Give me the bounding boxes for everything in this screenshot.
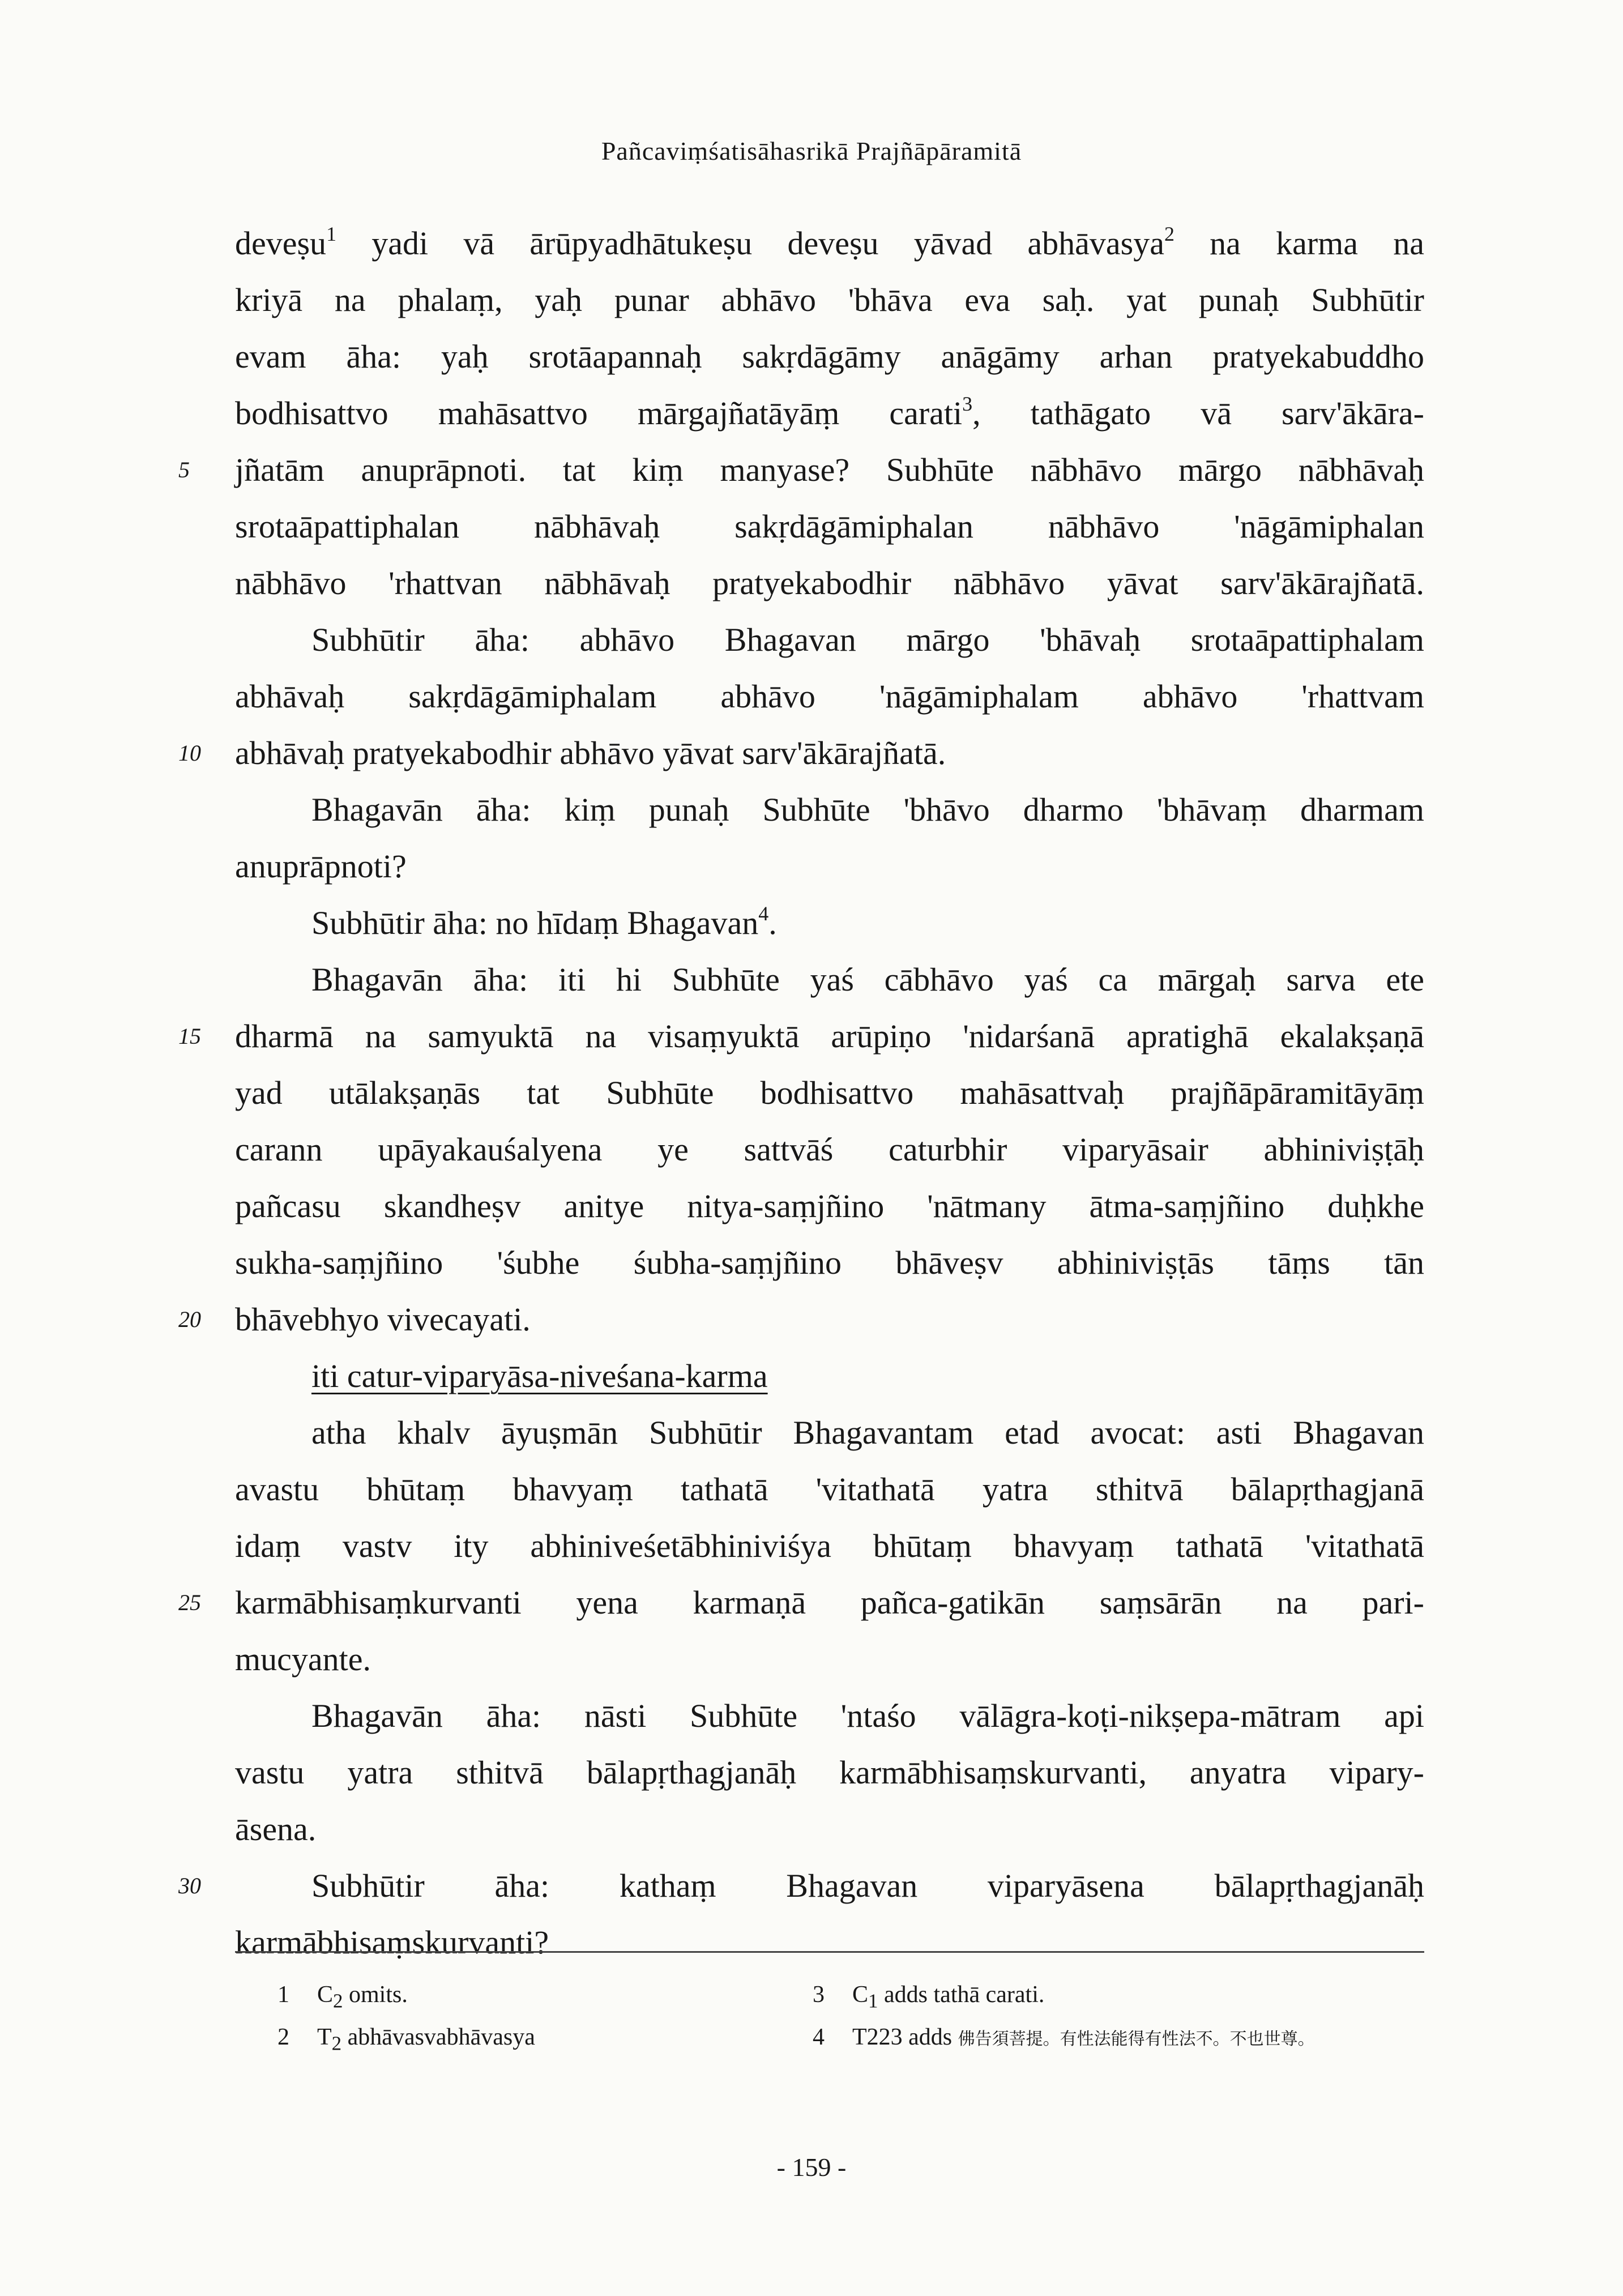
line-text: vastu yatra sthitvā bālapṛthagjanāḥ karmābhisaṃskurvanti, anyatra vipary-	[235, 1754, 1424, 1791]
line-text: dharmā na samyuktā na visaṃyuktā arūpiṇo 'nidarśanā apratighā ekalakṣaṇā	[235, 1018, 1424, 1055]
line-text: kriyā na phalaṃ, yaḥ punar abhāvo 'bhāva eva saḥ. yat punaḥ Subhūtir	[235, 281, 1424, 318]
text-line	[178, 442, 1424, 498]
text-line	[178, 725, 1424, 782]
line-text: atha khalv āyuṣmān Subhūtir Bhagavantam etad avocat: asti Bhagavan	[311, 1414, 1424, 1451]
text-line	[235, 1744, 1424, 1801]
text-line	[178, 1574, 1424, 1631]
line-text: deveṣu	[235, 225, 327, 262]
text-line	[235, 1235, 1424, 1291]
line-text: karmābhisaṃskurvanti?	[235, 1924, 549, 1961]
footnote-ref: 2	[1164, 223, 1174, 245]
text-line	[235, 215, 1424, 272]
text-line	[235, 782, 1424, 838]
text-line	[178, 1858, 1424, 1914]
text-line	[235, 1801, 1424, 1858]
line-text: Bhagavān āha: iti hi Subhūte yaś cābhāvo yaś ca mārgaḥ sarva ete	[311, 961, 1424, 998]
text-line	[235, 385, 1424, 442]
text-line	[235, 838, 1424, 895]
line-text: avastu bhūtaṃ bhavyaṃ tathatā 'vitathatā yatra sthitvā bālapṛthagjanā	[235, 1471, 1424, 1508]
line-number: 30	[178, 1873, 201, 1898]
line-text: Subhūtir āha: abhāvo Bhagavan mārgo 'bhāvaḥ srotaāpattiphalam	[311, 621, 1424, 658]
line-text: .	[768, 904, 777, 941]
text-line	[235, 1065, 1424, 1121]
line-text: bodhisattvo mahāsattvo mārgajñatāyāṃ carati	[235, 395, 963, 432]
line-text: jñatām anuprāpnoti. tat kiṃ manyase? Subhūte nābhāvo mārgo nābhāvaḥ	[235, 451, 1424, 488]
text-line	[235, 1914, 1424, 1971]
footnotes	[235, 1974, 1424, 2059]
line-text: , tathāgato vā sarv'ākāra-	[972, 395, 1424, 432]
line-text: mucyante.	[235, 1641, 371, 1678]
text-line	[235, 1631, 1424, 1688]
text-line	[235, 1348, 1424, 1405]
line-text: karmābhisaṃkurvanti yena karmaṇā pañca-gatikān saṃsārān na pari-	[235, 1584, 1424, 1621]
main-text	[178, 215, 1424, 1971]
text-line	[235, 1178, 1424, 1235]
line-text: Bhagavān āha: kiṃ punaḥ Subhūte 'bhāvo dharmo 'bhāvaṃ dharmam	[311, 791, 1424, 828]
section-heading: iti catur-viparyāsa-niveśana-karma	[311, 1358, 768, 1394]
text-line	[235, 1518, 1424, 1574]
line-text: Bhagavān āha: nāsti Subhūte 'ntaśo vālāgra-koṭi-nikṣepa-mātram api	[311, 1697, 1424, 1734]
text-line	[235, 272, 1424, 328]
footnote-4: 4 T223 adds 佛告須菩提。有性法能得有性法不。不也世尊。	[813, 2024, 1315, 2050]
line-text: āsena.	[235, 1811, 317, 1847]
footnote-row	[235, 2016, 1424, 2059]
text-line	[235, 328, 1424, 385]
text-line	[235, 555, 1424, 612]
text-line	[235, 498, 1424, 555]
footnote-3: 3 $C_1$ adds tathā carati.	[813, 1982, 1045, 2012]
footnote-1: 1 $C_2$ omits.	[277, 1982, 408, 2012]
text-line	[235, 951, 1424, 1008]
footnote-ref: 1	[326, 223, 337, 245]
line-text: sukha-saṃjñino 'śubhe śubha-saṃjñino bhāveṣv abhiniviṣṭās tāṃs tān	[235, 1244, 1424, 1281]
line-text: pañcasu skandheṣv anitye nitya-saṃjñino 'nātmany ātma-saṃjñino duḥkhe	[235, 1188, 1424, 1224]
page-number: - 159 -	[776, 2153, 847, 2182]
line-text: abhāvaḥ sakṛdāgāmiphalam abhāvo 'nāgāmiphalam abhāvo 'rhattvam	[235, 678, 1424, 715]
line-text: idaṃ vastv ity abhiniveśetābhiniviśya bhūtaṃ bhavyaṃ tathatā 'vitathatā	[235, 1527, 1424, 1564]
line-number: 15	[178, 1023, 201, 1049]
line-text: Subhūtir āha: kathaṃ Bhagavan viparyāsena bālapṛthagjanāḥ	[311, 1867, 1424, 1904]
text-line	[235, 668, 1424, 725]
text-line	[235, 1688, 1424, 1744]
running-header: Pañcaviṃśatisāhasrikā Prajñāpāramitā	[601, 136, 1022, 165]
text-line	[235, 1405, 1424, 1461]
footnote-ref: 3	[962, 392, 973, 415]
line-text: bhāvebhyo vivecayati.	[235, 1301, 531, 1338]
text-line	[235, 612, 1424, 668]
footnote-ref: 4	[758, 902, 769, 925]
text-line	[178, 1008, 1424, 1065]
footnote-2: 2 $T_2$ abhāvasvabhāvasya	[277, 2024, 535, 2055]
line-text: yad utālakṣaṇās tat Subhūte bodhisattvo mahāsattvaḥ prajñāpāramitāyāṃ	[235, 1074, 1424, 1111]
text-line	[235, 1121, 1424, 1178]
line-text: yadi vā ārūpyadhātukeṣu deveṣu yāvad abhāvasya	[336, 225, 1164, 262]
line-text: anuprāpnoti?	[235, 848, 407, 885]
line-text: Subhūtir āha: no hīdaṃ Bhagavan	[311, 904, 759, 941]
line-text: abhāvaḥ pratyekabodhir abhāvo yāvat sarv'ākārajñatā.	[235, 735, 946, 771]
line-number: 20	[178, 1307, 201, 1332]
text-line	[235, 1461, 1424, 1518]
line-number: 25	[178, 1590, 201, 1615]
line-text: carann upāyakauśalyena ye sattvāś caturbhir viparyāsair abhiniviṣṭāḥ	[235, 1131, 1424, 1168]
line-text: nābhāvo 'rhattvan nābhāvaḥ pratyekabodhir nābhāvo yāvat sarv'ākārajñatā.	[235, 565, 1424, 601]
footnote-row	[235, 1974, 1424, 2016]
line-text: na karma na	[1174, 225, 1424, 262]
line-number: 5	[178, 457, 190, 483]
text-line	[178, 1291, 1424, 1348]
line-text: srotaāpattiphalan nābhāvaḥ sakṛdāgāmiphalan nābhāvo 'nāgāmiphalan	[235, 508, 1424, 545]
footnote-rule	[235, 1951, 1424, 1953]
line-number: 10	[178, 740, 201, 766]
text-line	[235, 895, 1424, 951]
line-text: evam āha: yaḥ srotāapannaḥ sakṛdāgāmy anāgāmy arhan pratyekabuddho	[235, 338, 1424, 375]
